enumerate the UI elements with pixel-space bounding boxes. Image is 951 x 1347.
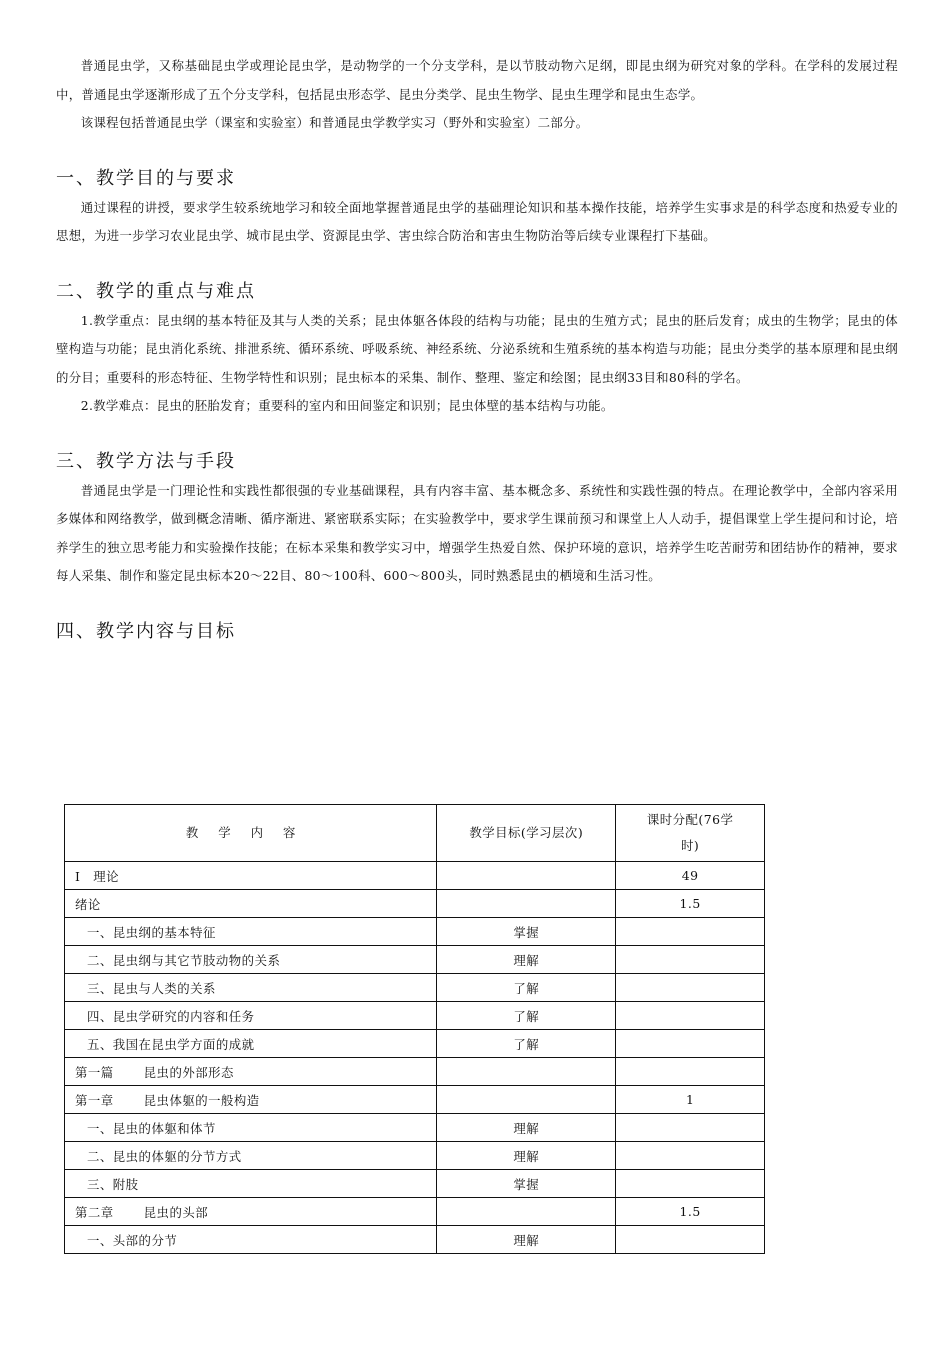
table-row bbox=[65, 890, 765, 918]
row-chapter-label: 第二章 bbox=[75, 1204, 114, 1220]
table-row bbox=[65, 974, 765, 1002]
table-row bbox=[65, 918, 765, 946]
row-goal: 理解 bbox=[437, 946, 616, 974]
table-row bbox=[65, 1002, 765, 1030]
row-content: 一、头部的分节 bbox=[65, 1226, 437, 1254]
row-content: 二、昆虫纲与其它节肢动物的关系 bbox=[65, 946, 437, 974]
row-goal bbox=[437, 1198, 616, 1226]
row-goal bbox=[437, 1058, 616, 1086]
teaching-content-table bbox=[64, 804, 765, 1254]
row-hours bbox=[616, 946, 765, 974]
table-row bbox=[65, 1198, 765, 1226]
row-goal bbox=[437, 1086, 616, 1114]
row-goal: 掌握 bbox=[437, 918, 616, 946]
row-goal: 了解 bbox=[437, 974, 616, 1002]
row-goal: 了解 bbox=[437, 1002, 616, 1030]
intro-paragraph-2: 该课程包括普通昆虫学（课室和实验室）和普通昆虫学教学实习（野外和实验室）二部分。 bbox=[80, 115, 589, 130]
table-row bbox=[65, 1142, 765, 1170]
section-1-paragraph: 通过课程的讲授，要求学生较系统地学习和较全面地掌握普通昆虫学的基础理论知识和基本操作技能，培养学生实事求是的科学态度和热爱专业的思想，为进一步学习农业昆虫学、城市昆虫学、资源昆虫学、害虫综合防治和害虫生物防治等后续专业课程打下基础。 bbox=[56, 199, 898, 243]
row-chapter-label: 第一章 bbox=[75, 1092, 114, 1108]
row-chapter-title: 昆虫的头部 bbox=[143, 1204, 209, 1220]
row-goal bbox=[437, 862, 616, 890]
table-row bbox=[65, 1114, 765, 1142]
table-row bbox=[65, 1086, 765, 1114]
row-content: 二、昆虫的体躯的分节方式 bbox=[65, 1142, 437, 1170]
row-goal bbox=[437, 890, 616, 918]
intro-paragraph-1: 普通昆虫学，又称基础昆虫学或理论昆虫学，是动物学的一个分支学科，是以节肢动物六足纲，即昆虫纲为研究对象的学科。在学科的发展过程中，普通昆虫学逐渐形成了五个分支学科，包括昆虫形态学、昆虫分类学、昆虫生物学、昆虫生理学和昆虫生态学。 bbox=[56, 58, 898, 102]
document-body bbox=[56, 52, 898, 647]
row-hours bbox=[616, 1170, 765, 1198]
table-row bbox=[65, 1058, 765, 1086]
row-content: 绪论 bbox=[65, 890, 437, 918]
row-part-title: 昆虫的外部形态 bbox=[143, 1064, 234, 1080]
table-header-row bbox=[65, 805, 765, 862]
header-content-label: 教学内容 bbox=[185, 825, 316, 840]
header-hours-line1: 课时分配(76学 bbox=[646, 812, 734, 827]
table-row bbox=[65, 1226, 765, 1254]
header-hours-line2: 时) bbox=[681, 838, 700, 853]
row-content bbox=[65, 1058, 437, 1086]
row-content: Ⅰ 理论 bbox=[65, 862, 437, 890]
row-content bbox=[65, 1086, 437, 1114]
row-hours bbox=[616, 1030, 765, 1058]
row-content: 一、昆虫的体躯和体节 bbox=[65, 1114, 437, 1142]
header-content bbox=[65, 805, 437, 862]
table-row bbox=[65, 862, 765, 890]
row-content: 五、我国在昆虫学方面的成就 bbox=[65, 1030, 437, 1058]
section-3-heading: 三、教学方法与手段 bbox=[56, 450, 236, 472]
section-3-paragraph: 普通昆虫学是一门理论性和实践性都很强的专业基础课程，具有内容丰富、基本概念多、系统性和实践性强的特点。在理论教学中，全部内容采用多媒体和网络教学，做到概念清晰、循序渐进、紧密联系实际；在实验教学中，要求学生课前预习和课堂上人人动手，提倡课堂上学生提问和讨论，培养学生的独立思考能力和实验操作技能；在标本采集和教学实习中，增强学生热爱自然、保护环境的意识，培养学生吃苦耐劳和团结协作的精神，要求每人采集、制作和鉴定昆虫标本20～22目、80～100科、600～800头，同时熟悉昆虫的栖境和生活习性。 bbox=[56, 482, 898, 583]
row-hours bbox=[616, 974, 765, 1002]
table-row bbox=[65, 1030, 765, 1058]
section-1-heading: 一、教学目的与要求 bbox=[56, 167, 236, 189]
row-part-label: 第一篇 bbox=[75, 1064, 114, 1080]
row-hours bbox=[616, 1058, 765, 1086]
header-hours bbox=[616, 805, 765, 862]
row-hours bbox=[616, 1114, 765, 1142]
row-hours bbox=[616, 918, 765, 946]
table-row bbox=[65, 946, 765, 974]
row-content bbox=[65, 1198, 437, 1226]
row-goal: 理解 bbox=[437, 1226, 616, 1254]
row-goal: 掌握 bbox=[437, 1170, 616, 1198]
section-2-heading: 二、教学的重点与难点 bbox=[56, 280, 256, 302]
row-goal: 了解 bbox=[437, 1030, 616, 1058]
section-2-paragraph-1: 1.教学重点：昆虫纲的基本特征及其与人类的关系；昆虫体躯各体段的结构与功能；昆虫的生殖方式；昆虫的胚后发育；成虫的生物学；昆虫的体壁构造与功能；昆虫消化系统、排泄系统、循环系统、呼吸系统、神经系统、分泌系统和生殖系统的基本构造与功能；昆虫分类学的基本原理和昆虫纲的分目；重要科的形态特征、生物学特性和识别；昆虫标本的采集、制作、整理、鉴定和绘图；昆虫纲33目和80科的学名。 bbox=[56, 312, 898, 385]
row-hours bbox=[616, 1002, 765, 1030]
row-hours: 49 bbox=[616, 862, 765, 890]
section-2-paragraph-2: 2.教学难点：昆虫的胚胎发育；重要科的室内和田间鉴定和识别；昆虫体壁的基本结构与功能。 bbox=[80, 398, 614, 413]
row-content: 三、附肢 bbox=[65, 1170, 437, 1198]
row-content: 一、昆虫纲的基本特征 bbox=[65, 918, 437, 946]
section-4-heading: 四、教学内容与目标 bbox=[56, 620, 236, 642]
row-content: 三、昆虫与人类的关系 bbox=[65, 974, 437, 1002]
row-hours: 1.5 bbox=[616, 890, 765, 918]
row-hours bbox=[616, 1142, 765, 1170]
row-content: 四、昆虫学研究的内容和任务 bbox=[65, 1002, 437, 1030]
table-row bbox=[65, 1170, 765, 1198]
row-hours bbox=[616, 1226, 765, 1254]
row-goal: 理解 bbox=[437, 1142, 616, 1170]
row-chapter-title: 昆虫体躯的一般构造 bbox=[143, 1092, 260, 1108]
row-hours: 1 bbox=[616, 1086, 765, 1114]
header-goal: 教学目标(学习层次) bbox=[437, 805, 616, 862]
row-goal: 理解 bbox=[437, 1114, 616, 1142]
row-hours: 1.5 bbox=[616, 1198, 765, 1226]
